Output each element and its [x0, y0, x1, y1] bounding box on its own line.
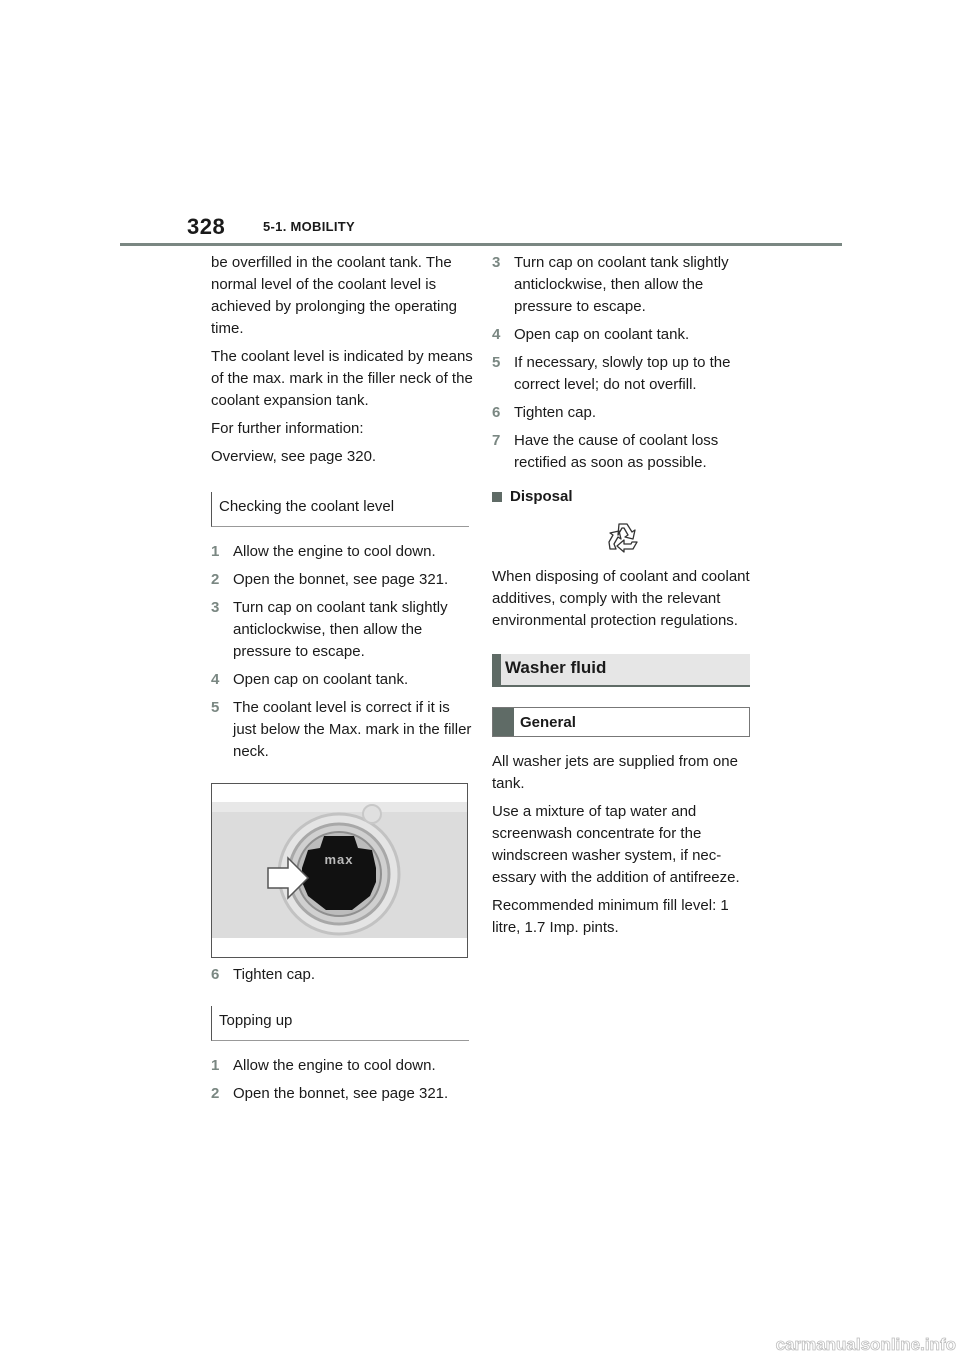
banner-accent-bar — [492, 654, 501, 685]
step-text: Open the bonnet, see page 321. — [233, 1085, 449, 1102]
step-number: 5 — [211, 699, 220, 716]
washer-fluid-heading: Washer fluid — [505, 658, 607, 677]
intro-paragraph: be overfilled in the coolant tank. The normal level of the coolant level is achieved by prolonging the operating time. — [211, 254, 458, 337]
step-text: Open cap on coolant tank. — [514, 326, 690, 343]
step-text: Open the bonnet, see page 321. — [233, 571, 449, 588]
step-item — [492, 352, 754, 396]
topping-up-heading: Topping up — [211, 1006, 469, 1041]
step-number: 3 — [211, 599, 220, 616]
step-text: Allow the engine to cool down. — [233, 543, 436, 560]
step-number: 7 — [492, 432, 501, 449]
step-item — [211, 697, 473, 763]
disposal-heading — [492, 486, 754, 508]
step-item — [211, 964, 473, 986]
step-number: 6 — [492, 404, 501, 421]
step-text: Open cap on coolant tank. — [233, 671, 409, 688]
watermark — [680, 1334, 956, 1354]
header-rule — [120, 243, 842, 246]
step-text: Allow the engine to cool down. — [233, 1057, 436, 1074]
step-item — [211, 1055, 473, 1077]
step-text: Have the cause of coolant loss rectified as soon as possible. — [514, 432, 719, 471]
page-number: 328 — [187, 214, 226, 239]
general-heading: General — [520, 713, 576, 731]
left-column — [211, 252, 473, 1111]
general-heading-box — [492, 707, 750, 737]
general-accent-bar — [493, 708, 514, 736]
recycle-icon-wrap — [492, 512, 754, 562]
step-number: 4 — [211, 671, 220, 688]
step-number: 2 — [211, 571, 220, 588]
step-number: 3 — [492, 254, 501, 271]
disposal-heading-text: Disposal — [510, 488, 573, 505]
step-number: 6 — [211, 966, 220, 983]
watermark-text: carmanualsonline.info — [775, 1335, 956, 1354]
intro-paragraph: The coolant level is indicated by means of the max. mark in the filler neck of the coolant expansion tank. — [211, 348, 473, 409]
step-number: 4 — [492, 326, 501, 343]
step-number: 2 — [211, 1085, 220, 1102]
step-item — [492, 324, 754, 346]
step-number: 5 — [492, 354, 501, 371]
intro-paragraph: Overview, see page 320. — [211, 448, 377, 465]
disposal-text: When disposing of coolant and coolant additives, comply with the relevant environmental protection regulations. — [492, 568, 750, 629]
step-item — [211, 569, 473, 591]
step-text: Turn cap on coolant tank slightly anticlockwise, then allow the pressure to escape. — [514, 254, 729, 315]
washer-paragraph: Recommended minimum fill level: 1 litre, 1.7 Imp. pints. — [492, 896, 729, 936]
step-text: If necessary, slowly top up to the correct level; do not overfill. — [514, 354, 731, 393]
washer-paragraph: All washer jets are supplied from one tank. — [492, 752, 738, 792]
step-text: Tighten cap. — [514, 404, 596, 421]
intro-paragraph: For further information: — [211, 420, 364, 437]
washer-fluid-banner — [492, 654, 750, 685]
step-item — [492, 402, 754, 424]
right-column — [492, 252, 754, 945]
step-text: Tighten cap. — [233, 966, 315, 983]
step-text: The coolant level is correct if it is just below the Max. mark in the filler neck. — [233, 699, 472, 760]
step-item — [492, 430, 754, 474]
section-title: 5-1. MOBILITY — [263, 219, 356, 234]
step-item — [492, 252, 754, 318]
recycle-icon — [603, 518, 643, 558]
step-item — [211, 1083, 473, 1105]
banner-rule — [492, 685, 750, 687]
washer-paragraph: Use a mixture of tap water and screenwash concentrate for the windscreen washer system, if necessary with the addition of antifreeze. — [492, 802, 740, 886]
step-item — [211, 597, 473, 663]
max-mark-label: max — [324, 852, 354, 867]
checking-coolant-heading: Checking the coolant level — [211, 492, 469, 527]
step-number: 1 — [211, 543, 220, 560]
step-number: 1 — [211, 1057, 220, 1074]
step-item — [211, 541, 473, 563]
coolant-cap-figure — [211, 783, 468, 958]
coolant-filler-neck-illustration — [212, 784, 467, 957]
step-item — [211, 669, 473, 691]
step-text: Turn cap on coolant tank slightly anticlockwise, then allow the pressure to escape. — [233, 599, 448, 660]
square-bullet-icon — [492, 492, 502, 502]
